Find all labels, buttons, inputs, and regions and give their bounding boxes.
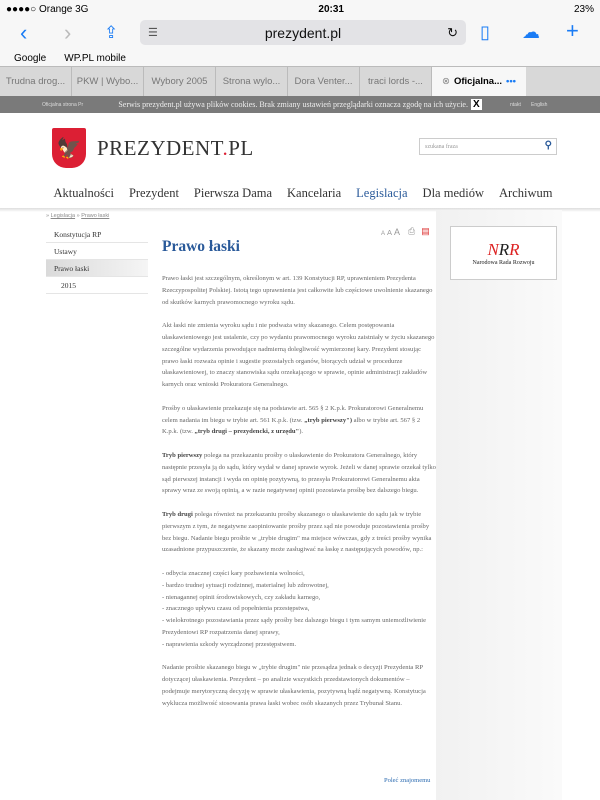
page-tools: [381, 226, 430, 237]
nav-pierwsza-dama[interactable]: Pierwsza Dama: [193, 186, 273, 200]
list-item: - znacznego upływu czasu od popełnienia przestępstwa,: [162, 605, 310, 613]
bookmarks-icon[interactable]: ▯: [480, 22, 490, 42]
main-nav: [0, 186, 600, 201]
tab-label: Oficjalna...: [453, 76, 503, 87]
font-large-button[interactable]: A: [394, 227, 401, 237]
font-small-button[interactable]: A: [381, 231, 386, 237]
nrr-banner[interactable]: [450, 226, 557, 280]
cookie-close-button[interactable]: X: [472, 99, 480, 110]
search-input[interactable]: [419, 138, 557, 155]
tab[interactable]: traci lords -...: [360, 67, 432, 96]
list-item: - odbycia znacznej części kary pozbawienia wolności,: [162, 569, 305, 577]
section-menu: [46, 226, 148, 294]
bookmark-wp[interactable]: WP.PL mobile: [64, 52, 126, 64]
nav-legislacja[interactable]: Legislacja: [356, 186, 408, 200]
nav-aktualnosci[interactable]: Aktualności: [53, 186, 114, 200]
nav-archiwum[interactable]: Archiwum: [499, 186, 553, 200]
paragraph: Tryb pierwszy polega na przekazaniu prośby o ułaskawienie do Prokuratora Generalnego, który następnie przesyła ją do sądu, który wydał w danej sprawie wyrok. Jeżeli w danej sprawie orzekał tylko sąd pierwszej instancji i wyda on opinię pozytywną, to przesyła Prokuratorowi Generalnemu akta sprawy wraz ze swoją opinią, a w razie negatywnej opinii pozostawia prośbę bez dalszego biegu.: [162, 451, 436, 495]
menu-konstytucja[interactable]: Konstytucja RP: [46, 226, 148, 243]
list-item: - bardzo trudnej sytuacji rodzinnej, materialnej lub zdrowotnej,: [162, 581, 329, 589]
font-medium-button[interactable]: A: [387, 228, 393, 237]
top-link: ntakt: [510, 101, 521, 108]
paragraph: Nadanie prośbie skazanego biegu w „trybie drugim" nie przesądza jednak o decyzji Prezydenta RP dotyczącej ułaskawienia. Prezydent – po analizie wszystkich przedstawionych dokumentów – podejmuje merytoryczną decyzję w sprawie ułaskawienia, pozytywną bądź negatywną. Konstytucja wyklucza możliwość stosowania prawa łaski wobec osób skazanych przez Trybunał Stanu.: [162, 664, 426, 707]
tab[interactable]: Strona wylo...: [216, 67, 288, 96]
print-icon[interactable]: ⎙: [408, 226, 416, 236]
search-icon[interactable]: ⚲: [544, 140, 552, 151]
more-icon[interactable]: •••: [506, 76, 516, 87]
list-item: - nienagannej opinii środowiskowych, czy zakładu karnego,: [162, 593, 321, 601]
menu-ustawy[interactable]: Ustawy: [46, 243, 148, 260]
breadcrumb-link[interactable]: Prawo łaski: [81, 213, 110, 219]
clock: 20:31: [318, 3, 344, 15]
battery: 23%: [573, 3, 594, 15]
paragraph: Prośby o ułaskawienie przekazuje się na podstawie art. 565 § 2 K.p.k. Prokuratorowi Generalnemu celem nadania im biegu w trybie art. 561 K.p.k. (tzw. „tryb pierwszy") albo w trybie art. 567 § 2 K.p.k. (tzw. „tryb drugi – prezydencki, z urzędu").: [162, 404, 424, 436]
bookmark-google[interactable]: Google: [14, 52, 47, 64]
nav-dla-mediow[interactable]: Dla mediów: [422, 186, 484, 200]
english-link[interactable]: English: [531, 101, 548, 108]
cookie-text: Serwis prezydent.pl używa plików cookies. Brak zmiany ustawień przeglądarki oznacza zgodę na ich użycie.: [118, 100, 468, 109]
right-column: [436, 210, 562, 800]
back-icon[interactable]: ‹: [20, 20, 28, 45]
tab[interactable]: Trudna drog...: [0, 67, 72, 96]
nrr-name: Narodowa Rada Rozwoju: [472, 260, 535, 266]
reader-icon[interactable]: ☰: [148, 27, 158, 39]
bookmarks-bar: [0, 48, 600, 68]
list-item: - wielokrotnego pozostawiania przez sądy prośby bez dalszego biegu i tym samym uniemożliwienie Prezydentowi RP rozpatrzenia danej sprawy,: [162, 617, 427, 636]
tab[interactable]: Dora Venter...: [288, 67, 360, 96]
paragraph: Akt łaski nie zmienia wyroku sądu i nie podważa winy skazanego. Celem postępowania ułaskawieniowego jest ustalenie, czy po wydaniu prawomocnego wyroku zaistniały w życiu skazanego szczególne wydarzenia powodujące nadmierną dolegliwość wymierzonej kary. Prezydent stosując prawo łaski rozważa opinie i sugestie pozostałych organów, biorących udział w procedurze ułaskawieniowej, to znaczy stanowiska sądu orzekającego w sprawie, opinie administracji zakładów karnych oraz wnioski Prokuratora Generalnego.: [162, 322, 435, 389]
address-bar[interactable]: [140, 20, 466, 45]
menu-2015[interactable]: 2015: [46, 277, 148, 294]
icloud-icon[interactable]: ☁: [522, 22, 540, 42]
carrier: ●●●●○ Orange 3G: [6, 3, 89, 15]
page-title: Prawo łaski: [162, 238, 240, 255]
article-body: [162, 273, 438, 721]
reload-icon[interactable]: ↻: [447, 24, 458, 40]
forward-icon[interactable]: ›: [64, 20, 72, 45]
search-placeholder: szukana fraza: [425, 143, 458, 150]
close-tab-icon[interactable]: ⊗: [442, 76, 450, 87]
breadcrumb: » Legislacja » Prawo łaski: [46, 213, 110, 219]
breadcrumb-link[interactable]: Legislacja: [50, 213, 76, 219]
share-icon[interactable]: ⇪: [104, 23, 119, 42]
new-tab-icon[interactable]: +: [566, 18, 579, 43]
paragraph: Tryb drugi polega również na przekazaniu prośby skazanego o ułaskawienie do sądu jak w trybie pierwszym z tym, że negatywne zaopiniowanie prośby przez sąd nie powoduje pozostawienia prośby bez biegu. Nadanie biegu prośbie w „trybie drugim" ma miejsce wówczas, gdy z treści prośby wynika uzasadnione przypuszczenie, że skazany może zasługiwać na łaskę z następujących powodów, np.:: [162, 510, 432, 554]
cookie-bar: [0, 96, 600, 113]
site-logo[interactable]: PREZYDENT.PL: [97, 136, 254, 160]
tab-active[interactable]: [432, 67, 526, 96]
list-item: - naprawienia szkody wyrządzonej przestępstwem.: [162, 640, 297, 648]
tab[interactable]: PKW | Wybo...: [72, 67, 144, 96]
reasons-list: [162, 568, 438, 651]
tab[interactable]: Wybory 2005: [144, 67, 216, 96]
nrr-logo: NRR: [487, 240, 520, 259]
pdf-icon[interactable]: ▤: [421, 226, 430, 236]
menu-prawo-laski[interactable]: Prawo łaski: [46, 260, 148, 277]
nav-prezydent[interactable]: Prezydent: [128, 186, 179, 200]
top-link: Oficjalna strona Pr: [42, 101, 84, 108]
recommend-link[interactable]: Poleć znajomemu: [384, 777, 431, 784]
ios-status-bar: [0, 0, 600, 18]
eagle-emblem-icon[interactable]: 🦅: [52, 128, 86, 168]
browser-toolbar: [0, 18, 600, 48]
url-text: prezydent.pl: [264, 24, 342, 41]
tab-bar: [0, 66, 600, 96]
nav-kancelaria[interactable]: Kancelaria: [287, 186, 342, 200]
paragraph: Prawo łaski jest szczególnym, określonym w art. 139 Konstytucji RP, uprawnieniem Prezydenta Rzeczypospolitej Polskiej. Istotą tego uprawnienia jest całkowite lub częściowe uwolnienie skazanego od skutków karnych prawomocnego wyroku sądu.: [162, 275, 433, 306]
